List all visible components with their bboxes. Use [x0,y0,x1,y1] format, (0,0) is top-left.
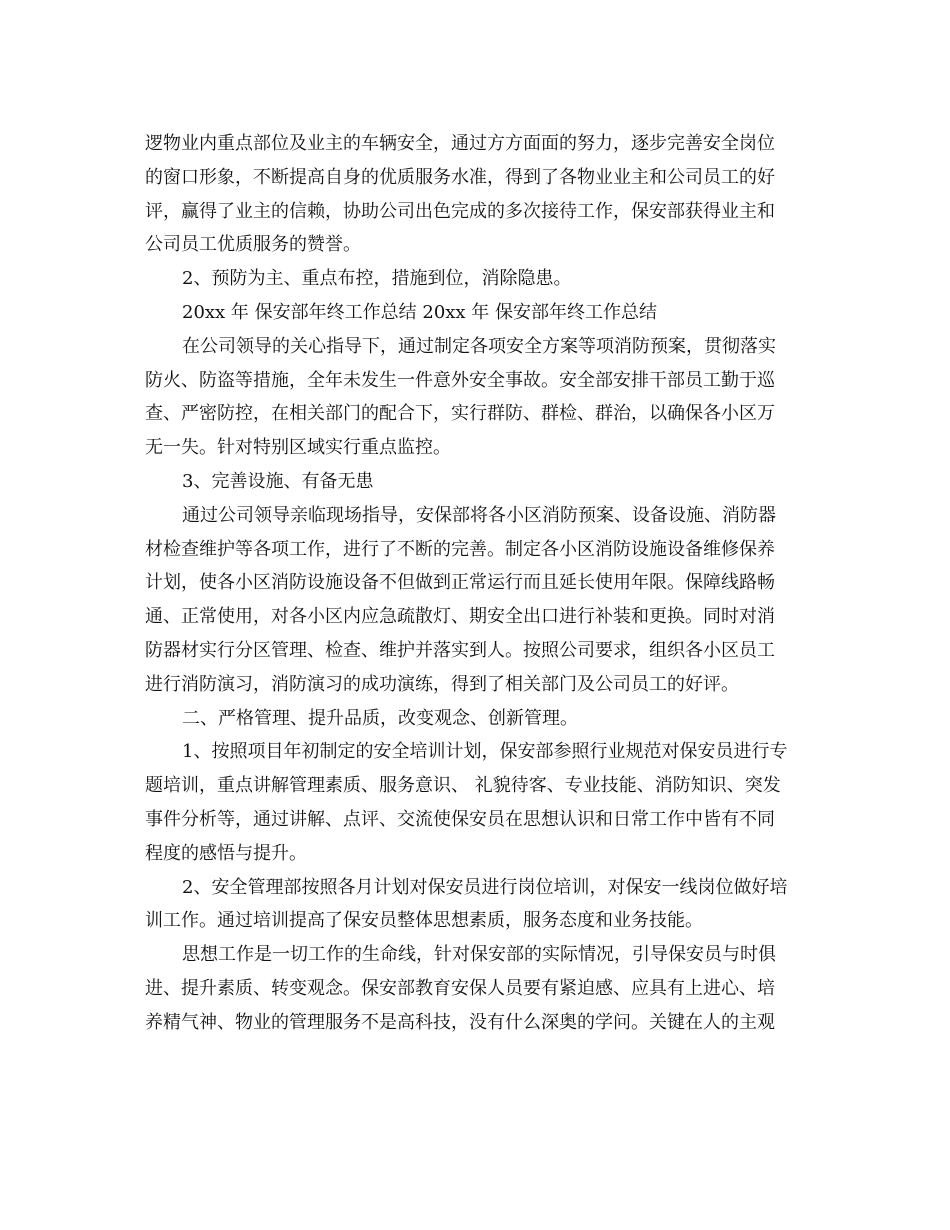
text-line: 训工作。通过培训提高了保安员整体思想素质，服务态度和业务技能。 [145,910,703,932]
text-line: 思想工作是一切工作的生命线，针对保安部的实际情况，引导保安员与时俱 [182,944,776,966]
text-line: 通、正常使用，对各小区内应急疏散灯、期安全出口进行补装和更换。同时对消 [145,606,775,628]
text-line: 通过公司领导亲临现场指导，安保部将各小区消防预案、设备设施、消防器 [182,504,776,526]
text-line: 进行消防演习，消防演习的成功演练，得到了相关部门及公司员工的好评。 [145,673,739,695]
text-line: 在公司领导的关心指导下，通过制定各项安全方案等项消防预案，贯彻落实 [182,335,776,357]
document-body [145,127,810,1040]
text-line: 1、按照项目年初制定的安全培训计划，保安部参照行业规范对保安员进行专 [182,741,788,763]
text-line: 公司员工优质服务的赞誉。 [145,234,361,256]
text-line: 程度的感悟与提升。 [145,842,307,864]
text-line: 防器材实行分区管理、检查、维护并落实到人。按照公司要求，组织各小区员工 [145,639,775,661]
text-line: 逻物业内重点部位及业主的车辆安全，通过方方面面的努力，逐步完善安全岗位 [145,133,775,154]
text-line: 二、严格管理、提升品质，改变观念、创新管理。 [182,707,578,729]
text-line: 3、完善设施、有备无患 [182,470,374,492]
text-line: 无一失。针对特别区域实行重点监控。 [145,437,451,459]
text-line: 防火、防盗等措施，全年未发生一件意外安全事故。安全部安排干部员工勤于巡 [145,369,775,391]
text-line: 的窗口形象，不断提高自身的优质服务水准，得到了各物业业主和公司员工的好 [145,166,775,188]
text-line: 2、预防为主、重点布控，措施到位，消除隐患。 [182,268,572,290]
text-line: 评，赢得了业主的信赖，协助公司出色完成的多次接待工作，保安部获得业主和 [145,200,775,222]
text-line: 进、提升素质、转变观念。保安部教育安保人员要有紧迫感、应具有上进心、培 [145,977,775,999]
text-line: 题培训，重点讲解管理素质、服务意识、 礼貌待客、专业技能、消防知识、突发 [145,775,781,797]
text-line: 材检查维护等各项工作，进行了不断的完善。制定各小区消防设施设备维修保养 [145,538,775,560]
text-line: 2、安全管理部按照各月计划对保安员进行岗位培训，对保安一线岗位做好培 [182,876,788,898]
text-line: 20xx 年 保安部年终工作总结 20xx 年 保安部年终工作总结 [182,301,658,323]
text-line: 计划，使各小区消防设施设备不但做到正常运行而且延长使用年限。保障线路畅 [145,572,775,594]
text-line: 事件分析等，通过讲解、点评、交流使保安员在思想认识和日常工作中皆有不同 [145,808,775,830]
text-line: 查、严密防控，在相关部门的配合下，实行群防、群检、群治，以确保各小区万 [145,403,775,425]
text-line: 养精气神、物业的管理服务不是高科技，没有什么深奥的学问。关键在人的主观 [145,1011,775,1033]
